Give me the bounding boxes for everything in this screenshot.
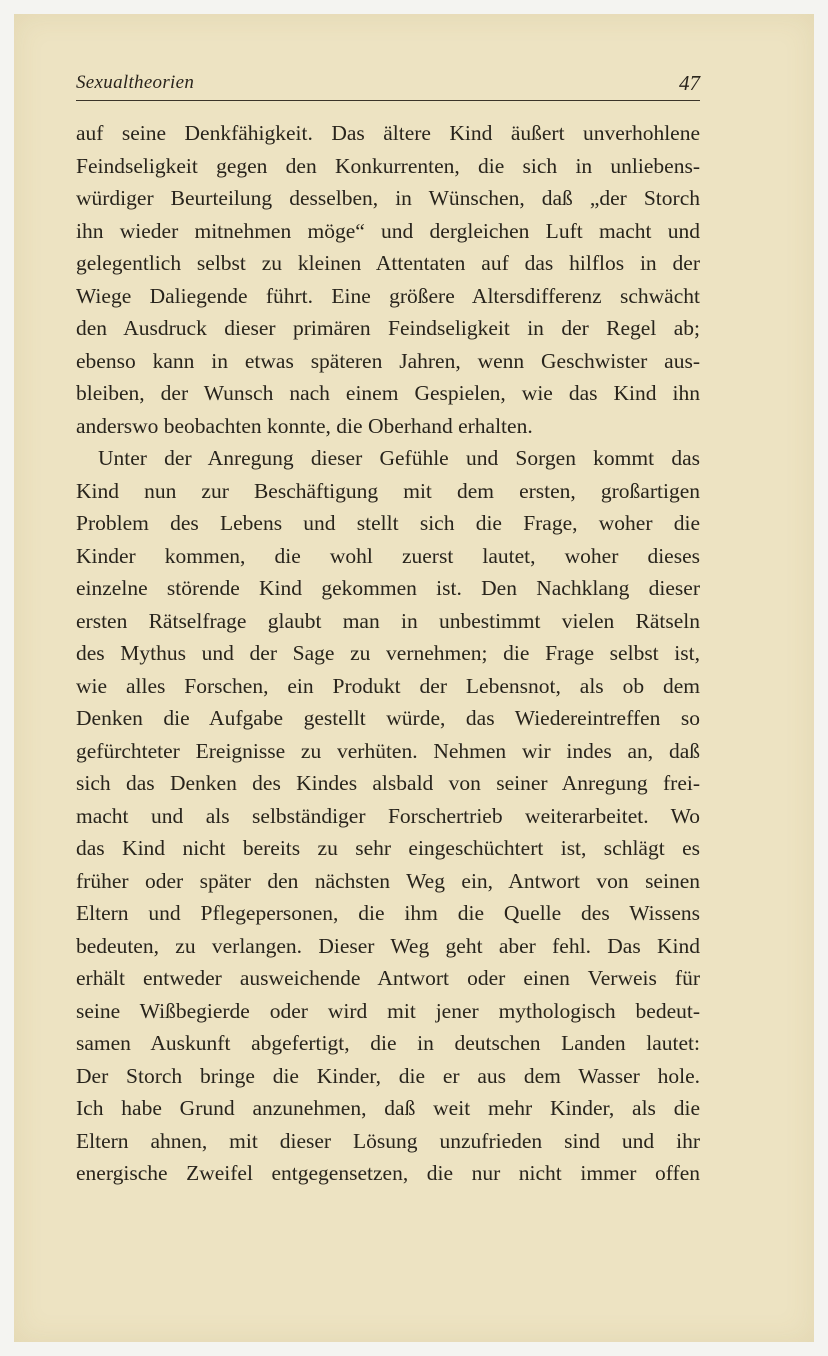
- text-line: erhält entweder ausweichende Antwort oder einen Verweis für: [76, 966, 700, 990]
- text-line: Eltern ahnen, mit dieser Lösung unzufrieden sind und ihr: [76, 1128, 700, 1153]
- text-line: ebenso kann in etwas späteren Jahren, wenn Geschwister aus-: [76, 348, 700, 373]
- text-line: das Kind nicht bereits zu sehr eingeschüchtert ist, schlägt es: [76, 836, 700, 860]
- text-line: samen Auskunft abgefertigt, die in deutschen Landen lautet:: [76, 1031, 700, 1055]
- text-line: Problem des Lebens und stellt sich die Frage, woher die: [76, 511, 700, 535]
- text-line: sich das Denken des Kindes alsbald von seiner Anregung frei-: [76, 771, 700, 795]
- text-line: Eltern und Pflegepersonen, die ihm die Quelle des Wissens: [76, 901, 700, 925]
- chapter-title: Sexualtheorien: [76, 72, 195, 93]
- text-line: ersten Rätselfrage glaubt man in unbestimmt vielen Rätseln: [76, 608, 700, 633]
- text-line: würdiger Beurteilung desselben, in Wünschen, daß „der Storch: [76, 186, 700, 210]
- text-line: Ich habe Grund anzunehmen, daß weit mehr Kinder, als die: [76, 1096, 700, 1120]
- text-line: Der Storch bringe die Kinder, die er aus dem Wasser hole.: [76, 1063, 700, 1088]
- body-text: [76, 117, 700, 1190]
- text-line: bleiben, der Wunsch nach einem Gespielen, wie das Kind ihn: [76, 381, 700, 405]
- text-line: gefürchteter Ereignisse zu verhüten. Nehmen wir indes an, daß: [76, 738, 700, 763]
- text-line: Denken die Aufgabe gestellt würde, das Wiedereintreffen so: [76, 706, 700, 730]
- text-line: macht und als selbständiger Forschertrieb weiterarbeitet. Wo: [76, 803, 700, 828]
- text-line: Feindseligkeit gegen den Konkurrenten, die sich in unliebens-: [76, 153, 700, 178]
- text-line: einzelne störende Kind gekommen ist. Den Nachklang dieser: [76, 576, 700, 600]
- text-line: gelegentlich selbst zu kleinen Attentaten auf das hilflos in der: [76, 251, 700, 275]
- text-line: energische Zweifel entgegensetzen, die nur nicht immer offen: [76, 1161, 700, 1185]
- running-head: [76, 70, 700, 101]
- text-line: wie alles Forschen, ein Produkt der Lebensnot, als ob dem: [76, 673, 700, 698]
- text-line: Wiege Daliegende führt. Eine größere Altersdifferenz schwächt: [76, 283, 700, 308]
- text-line: Kinder kommen, die wohl zuerst lautet, woher dieses: [76, 543, 700, 568]
- text-line: früher oder später den nächsten Weg ein, Antwort von seinen: [76, 868, 700, 893]
- text-line: bedeuten, zu verlangen. Dieser Weg geht aber fehl. Das Kind: [76, 933, 700, 958]
- text-line: seine Wißbegierde oder wird mit jener mythologisch bedeut-: [76, 998, 700, 1023]
- paragraph-first-line: Unter der Anregung dieser Gefühle und Sorgen kommt das: [98, 446, 700, 470]
- text-line: Kind nun zur Beschäftigung mit dem ersten, großartigen: [76, 478, 700, 503]
- text-line: anderswo beobachten konnte, die Oberhand erhalten.: [76, 413, 533, 438]
- text-line: des Mythus und der Sage zu vernehmen; die Frage selbst ist,: [76, 641, 700, 665]
- text-line: auf seine Denkfähigkeit. Das ältere Kind äußert unverhohlene: [76, 121, 700, 145]
- book-page: [14, 14, 814, 1342]
- text-line: den Ausdruck dieser primären Feindseligkeit in der Regel ab;: [76, 316, 700, 340]
- page-number: 47: [679, 71, 700, 95]
- text-line: ihn wieder mitnehmen möge“ und dergleichen Luft macht und: [76, 218, 700, 243]
